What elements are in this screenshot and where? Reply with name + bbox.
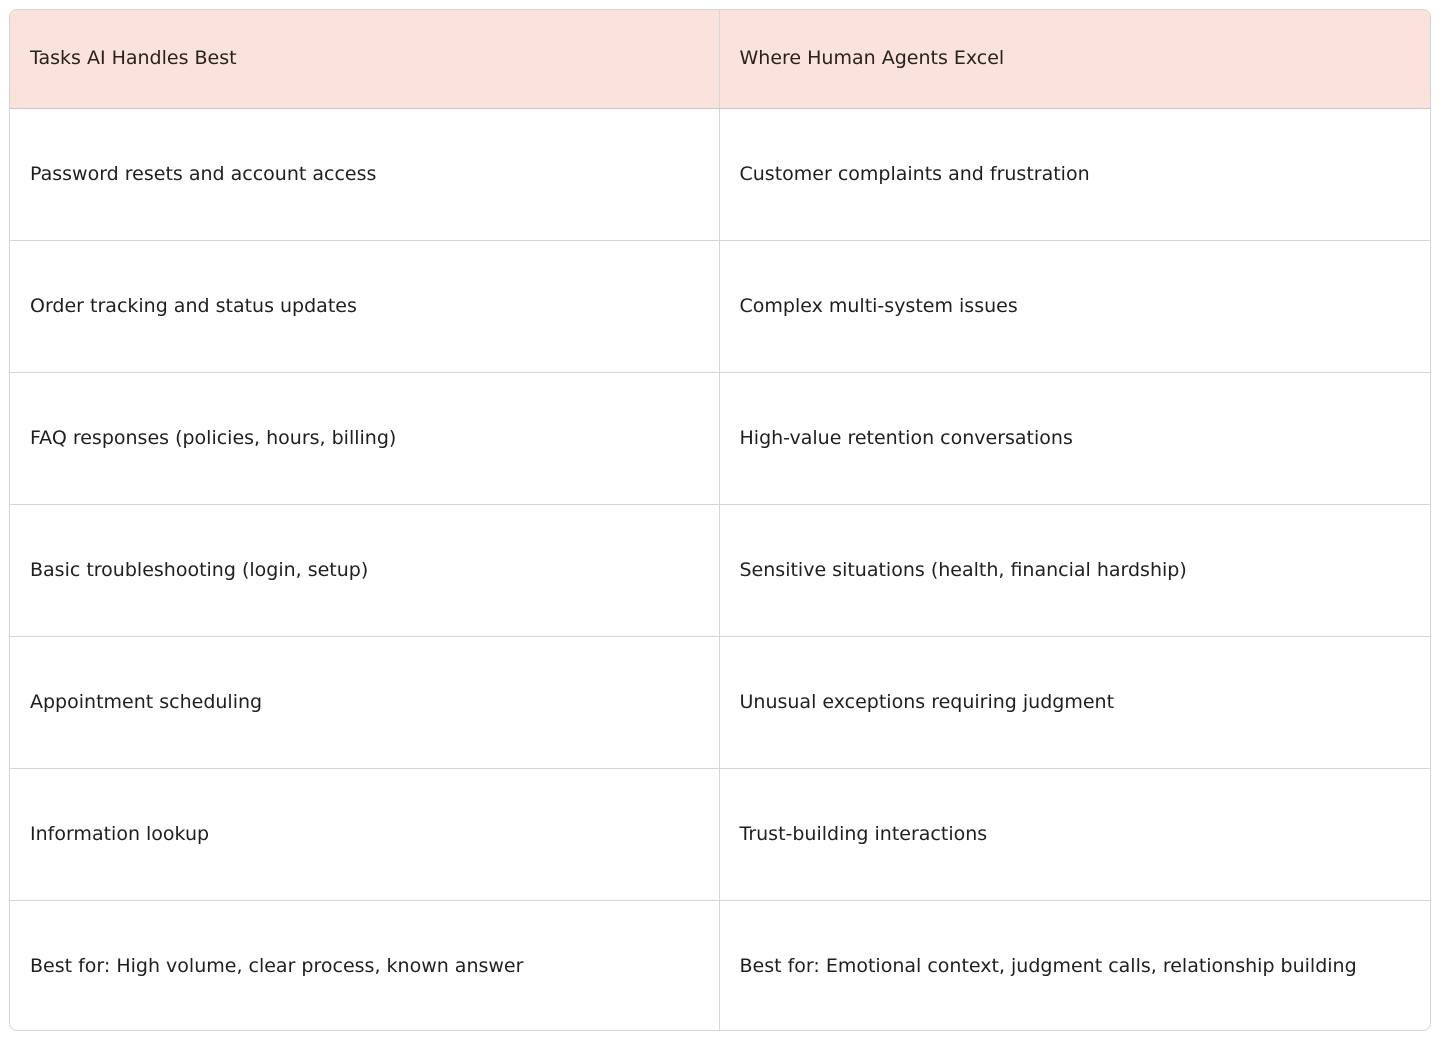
header-human-agents: Where Human Agents Excel [719,10,1430,108]
human-agent-cell: Sensitive situations (health, financial hardship) [719,504,1430,636]
ai-task-cell: Password resets and account access [10,108,719,240]
comparison-table [10,10,1430,1031]
comparison-table-card [9,9,1431,1031]
human-agent-cell: Unusual exceptions requiring judgment [719,636,1430,768]
ai-task-cell: FAQ responses (policies, hours, billing) [10,372,719,504]
table-body [10,108,1430,1031]
ai-task-cell: Information lookup [10,768,719,900]
ai-task-cell: Order tracking and status updates [10,240,719,372]
table-row [10,768,1430,900]
summary-row [10,900,1430,1031]
human-agent-cell: Customer complaints and frustration [739,162,1090,185]
human-agent-cell: High-value retention conversations [719,372,1430,504]
table-row [10,636,1430,768]
human-best-for-cell: Best for: Emotional context, judgment calls, relationship building [719,900,1430,1031]
table-row [10,504,1430,636]
human-agent-cell: Trust-building interactions [719,768,1430,900]
table-row [10,240,1430,372]
table-header [10,10,1430,108]
header-ai-tasks: Tasks AI Handles Best [10,10,719,108]
table-row [10,108,1430,240]
header-row [10,10,1430,108]
ai-best-for-cell: Best for: High volume, clear process, known answer [10,900,719,1031]
human-agent-cell: Complex multi-system issues [719,240,1430,372]
ai-task-cell: Basic troubleshooting (login, setup) [10,504,719,636]
ai-task-cell: Appointment scheduling [10,636,719,768]
table-row [10,372,1430,504]
